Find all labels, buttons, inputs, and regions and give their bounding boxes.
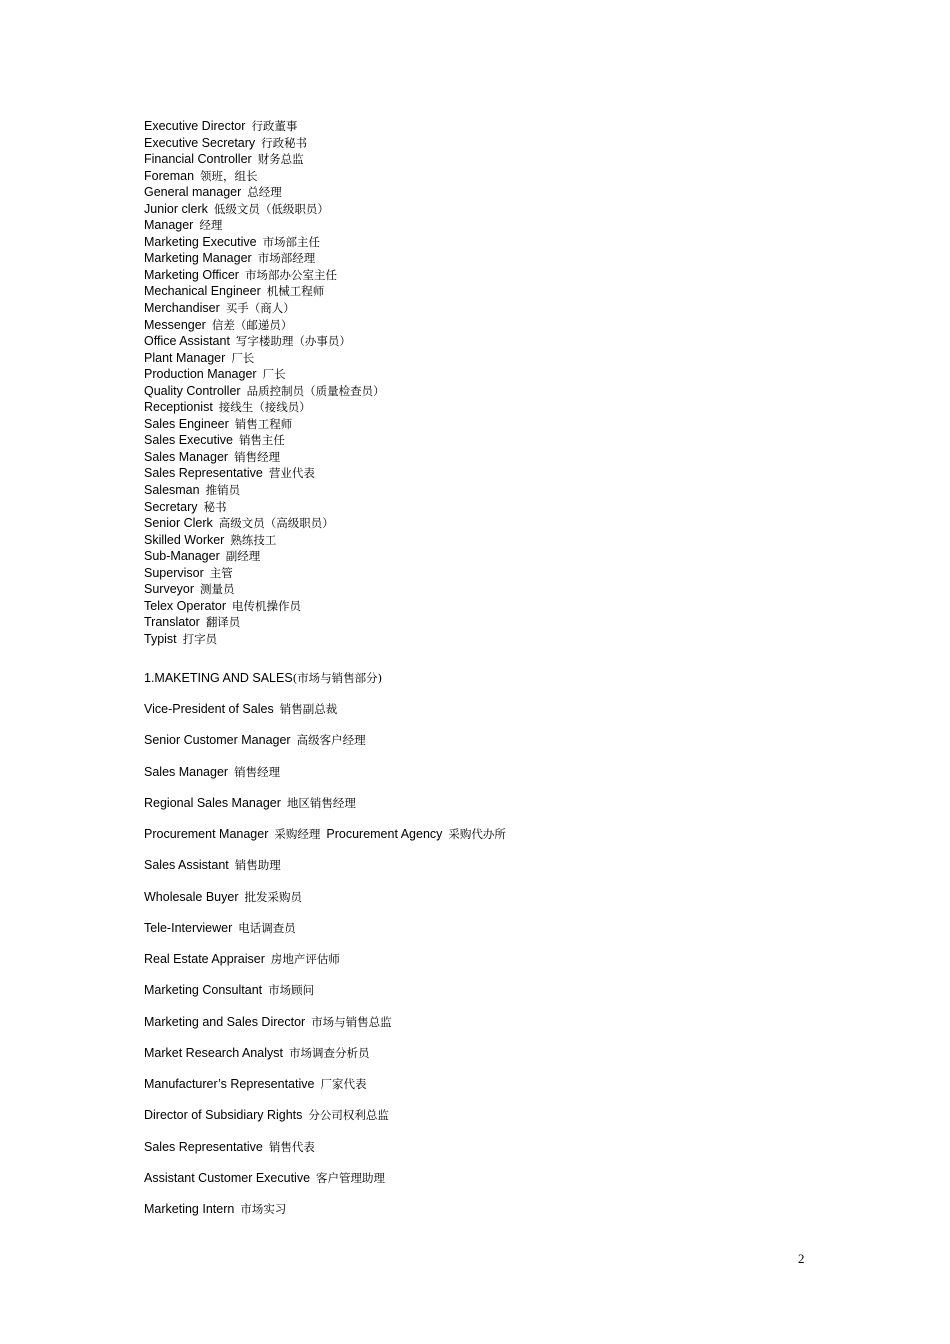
- list-item: [144, 118, 844, 135]
- term-en: Marketing Intern: [144, 1202, 235, 1216]
- term-en: Production Manager: [144, 367, 257, 382]
- list-item: [144, 317, 844, 334]
- list-item: [144, 151, 844, 168]
- list-item: [144, 250, 844, 267]
- term-zh: 机械工程师: [266, 284, 325, 299]
- page-number: 2: [798, 1251, 805, 1266]
- list-item: [144, 951, 844, 967]
- term-zh: 电传机操作员: [231, 598, 301, 613]
- list-item: [144, 499, 844, 516]
- term-zh: 市场部办公室主任: [244, 267, 337, 282]
- term-en: Marketing Consultant: [144, 983, 263, 998]
- term-zh-secondary: 采购代办所: [448, 827, 506, 841]
- term-en: Marketing Manager: [144, 251, 252, 266]
- list-item: [144, 631, 844, 648]
- section-heading: [144, 670, 844, 686]
- page-content: [144, 118, 844, 1217]
- list-item: [144, 184, 844, 201]
- list-item: [144, 857, 844, 873]
- term-zh: 客户管理助理: [316, 1170, 386, 1185]
- term-zh: 行政董事: [251, 119, 298, 133]
- list-item: [144, 764, 844, 780]
- term-en: Merchandiser: [144, 301, 220, 316]
- term-en: Marketing and Sales Director: [144, 1014, 306, 1029]
- list-item: [144, 432, 844, 449]
- term-zh: 高级文员（高级职员）: [218, 516, 334, 531]
- term-en: Sales Engineer: [144, 416, 229, 431]
- term-en: Secretary: [144, 499, 198, 514]
- term-zh: 地区销售经理: [286, 795, 356, 810]
- list-item: [144, 234, 844, 251]
- term-zh: 销售经理: [234, 764, 281, 779]
- list-item: [144, 1107, 844, 1123]
- section-title-en: 1.MAKETING AND SALES: [144, 670, 293, 685]
- term-zh: 市场与销售总监: [311, 1014, 392, 1029]
- list-item: [144, 1170, 844, 1186]
- list-item: [144, 217, 844, 234]
- term-zh: 熟练技工: [230, 532, 277, 547]
- term-zh: 厂家代表: [320, 1077, 367, 1091]
- list-item: [144, 548, 844, 565]
- term-en: Marketing Officer: [144, 267, 239, 282]
- list-item: [144, 920, 844, 936]
- term-en: Translator: [144, 615, 200, 630]
- term-zh: 市场顾问: [268, 983, 315, 998]
- term-en: Marketing Executive: [144, 234, 257, 249]
- term-en: Quality Controller: [144, 383, 241, 398]
- term-zh: 打字员: [182, 631, 218, 646]
- term-en: Senior Customer Manager: [144, 733, 291, 748]
- list-item: [144, 283, 844, 300]
- term-en: Assistant Customer Executive: [144, 1170, 311, 1185]
- list-item: [144, 532, 844, 549]
- term-en: Typist: [144, 631, 177, 646]
- term-en: Sales Manager: [144, 449, 229, 464]
- term-zh: 品质控制员（质量检查员）: [246, 383, 385, 398]
- list-item: [144, 1045, 844, 1061]
- term-zh: 买手（商人）: [225, 301, 295, 316]
- list-item: [144, 465, 844, 482]
- list-item: [144, 1139, 844, 1155]
- term-zh: 推销员: [205, 483, 241, 498]
- term-zh: 销售副总裁: [279, 702, 338, 716]
- term-zh: 测量员: [200, 582, 235, 597]
- term-zh: 高级客户经理: [296, 733, 366, 748]
- term-en: Market Research Analyst: [144, 1045, 283, 1060]
- list-item: [144, 300, 844, 317]
- term-en: Sales Representative: [144, 466, 263, 481]
- term-zh: 营业代表: [268, 466, 315, 481]
- term-zh: 市场调查分析员: [288, 1045, 370, 1060]
- term-zh: 电话调查员: [238, 920, 296, 935]
- term-en: Sub-Manager: [144, 549, 220, 564]
- list-item: [144, 701, 844, 717]
- term-en: Messenger: [144, 317, 206, 332]
- list-item: [144, 482, 844, 499]
- term-en: Supervisor: [144, 565, 204, 580]
- term-zh: 批发采购员: [244, 889, 302, 904]
- list-item: [144, 267, 844, 284]
- list-item: [144, 515, 844, 532]
- term-zh: 领班，组长: [200, 168, 258, 183]
- list-item: [144, 416, 844, 433]
- term-zh: 厂长: [231, 350, 255, 365]
- term-en: Mechanical Engineer: [144, 284, 261, 299]
- term-en: Regional Sales Manager: [144, 795, 281, 810]
- list-item: [144, 449, 844, 466]
- list-item: [144, 201, 844, 218]
- list-item: [144, 565, 844, 582]
- term-zh: 销售经理: [234, 449, 281, 464]
- list-item: [144, 1201, 844, 1217]
- term-zh: 销售代表: [268, 1139, 315, 1154]
- term-zh: 翻译员: [205, 615, 241, 630]
- term-en: Vice-President of Sales: [144, 702, 274, 716]
- term-zh: 销售工程师: [234, 416, 293, 431]
- term-zh: 市场部经理: [257, 251, 316, 266]
- term-zh: 经理: [199, 218, 223, 233]
- term-en: Financial Controller: [144, 152, 252, 167]
- term-en: Senior Clerk: [144, 516, 213, 531]
- list-item: [144, 614, 844, 631]
- term-zh: 秘书: [203, 499, 227, 514]
- term-zh: 销售主任: [238, 433, 285, 448]
- term-zh: 分公司权利总监: [308, 1108, 389, 1123]
- term-zh: 财务总监: [257, 152, 304, 167]
- term-en: Office Assistant: [144, 334, 230, 349]
- list-item: [144, 399, 844, 416]
- list-item: [144, 168, 844, 185]
- list-item: [144, 333, 844, 350]
- list-item: [144, 889, 844, 905]
- term-en: Executive Director: [144, 119, 246, 133]
- list-item: [144, 383, 844, 400]
- term-en: Plant Manager: [144, 350, 226, 365]
- list-item: [144, 581, 844, 598]
- section-title-zh: (市场与销售部分): [292, 670, 383, 685]
- list-item: [144, 366, 844, 383]
- job-title-list: [144, 118, 844, 648]
- term-zh: 低级文员（低级职员）: [213, 201, 329, 216]
- term-en: Wholesale Buyer: [144, 889, 239, 904]
- list-item: [144, 826, 844, 842]
- term-zh: 销售助理: [234, 858, 281, 873]
- term-en: Receptionist: [144, 400, 213, 415]
- term-en: Junior clerk: [144, 201, 208, 216]
- list-item: [144, 350, 844, 367]
- term-en: Manufacturer’s Representative: [144, 1077, 315, 1091]
- list-item: [144, 732, 844, 748]
- term-en: General manager: [144, 185, 242, 200]
- term-en: Foreman: [144, 168, 195, 183]
- term-zh: 写字楼助理（办事员）: [235, 334, 351, 349]
- term-zh: 信差（邮递员）: [211, 317, 293, 332]
- term-en: Sales Executive: [144, 433, 233, 448]
- term-en: Real Estate Appraiser: [144, 952, 265, 966]
- term-en: Tele-Interviewer: [144, 920, 233, 935]
- term-en: Sales Representative: [144, 1139, 263, 1154]
- list-item: [144, 1076, 844, 1092]
- list-item: [144, 1014, 844, 1030]
- list-item: [144, 598, 844, 615]
- term-en: Sales Assistant: [144, 858, 229, 873]
- term-zh: 市场部主任: [262, 234, 321, 249]
- term-zh: 市场实习: [240, 1202, 287, 1216]
- term-en: Procurement Manager: [144, 827, 269, 841]
- term-en: Skilled Worker: [144, 532, 225, 547]
- term-en: Director of Subsidiary Rights: [144, 1108, 303, 1123]
- term-en: Salesman: [144, 483, 200, 498]
- term-zh: 采购经理: [274, 827, 321, 841]
- list-item: [144, 795, 844, 811]
- term-zh: 主管: [209, 565, 233, 580]
- sales-title-list: [144, 701, 844, 1217]
- term-zh: 厂长: [262, 367, 286, 382]
- term-zh: 接线生（接线员）: [218, 400, 311, 415]
- term-zh: 房地产评估师: [270, 952, 340, 966]
- term-en: Surveyor: [144, 582, 195, 597]
- list-item: [144, 135, 844, 152]
- term-en-secondary: Procurement Agency: [326, 827, 443, 841]
- term-en: Executive Secretary: [144, 135, 256, 150]
- term-en: Manager: [144, 218, 194, 233]
- term-zh: 副经理: [225, 549, 261, 564]
- term-zh: 行政秘书: [261, 135, 308, 150]
- term-en: Sales Manager: [144, 764, 229, 779]
- term-en: Telex Operator: [144, 598, 226, 613]
- list-item: [144, 982, 844, 998]
- term-zh: 总经理: [247, 185, 282, 200]
